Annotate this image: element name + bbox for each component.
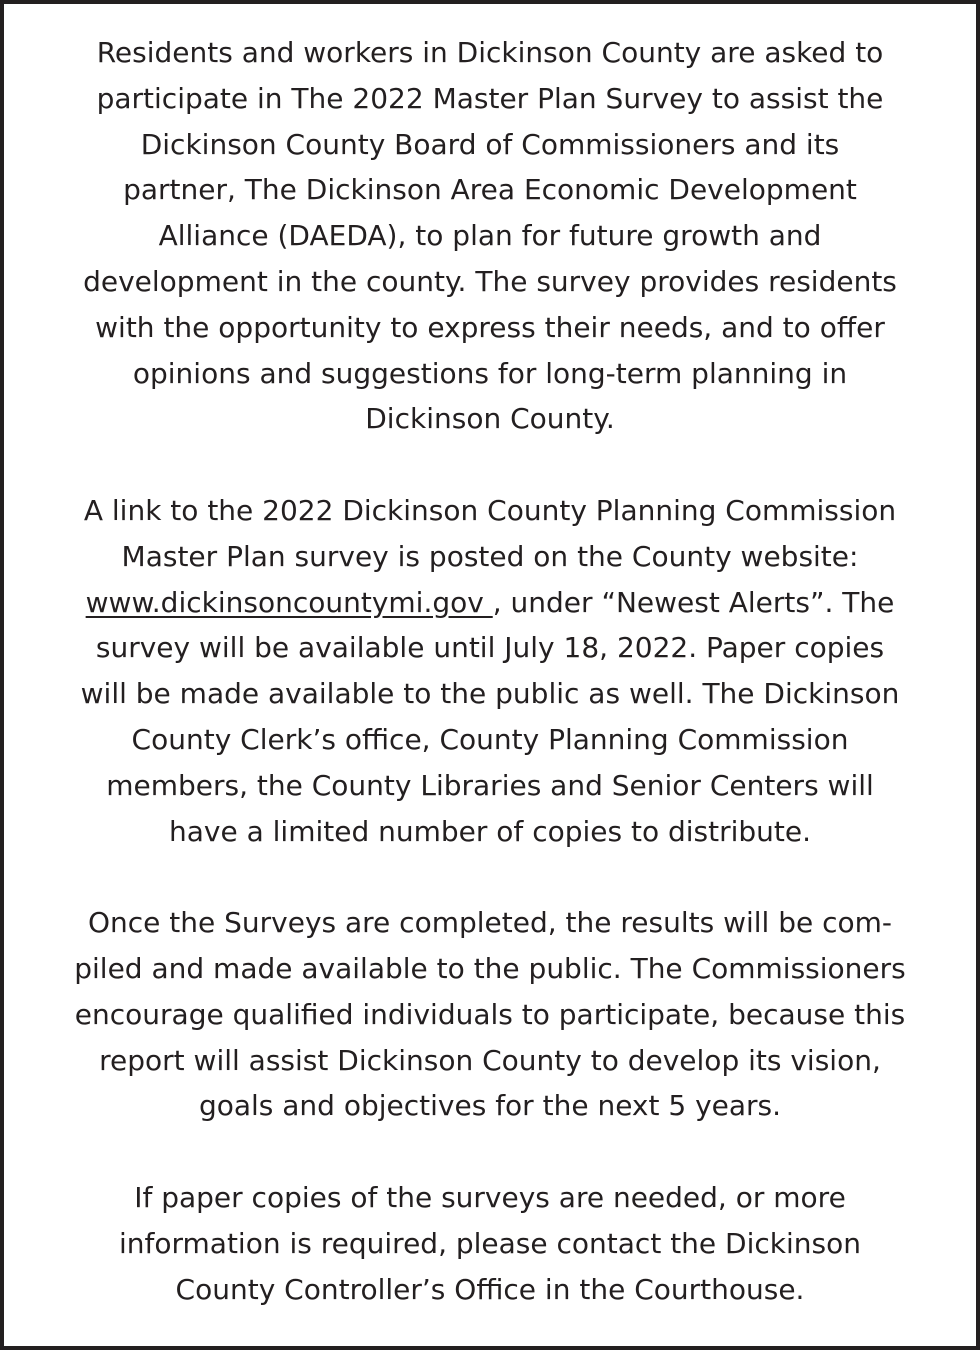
link-paragraph-line: County Clerk’s office, County Planning Commission <box>131 722 849 756</box>
link-paragraph-line: Master Plan survey is posted on the County website: <box>121 539 859 573</box>
results-line: goals and objectives for the next 5 years. <box>198 1089 782 1123</box>
link-paragraph-line: A link to the 2022 Dickinson County Planning Commission <box>83 493 897 527</box>
intro-line: Residents and workers in Dickinson County are asked to <box>96 36 884 69</box>
contact-paragraph <box>34 1175 946 1312</box>
link-paragraph-line: members, the County Libraries and Senior Centers will <box>106 768 874 802</box>
intro-line: development in the county. The survey provides residents <box>83 264 897 298</box>
results-paragraph <box>34 900 946 1129</box>
contact-line: County Controller’s Office in the Courthouse. <box>175 1272 805 1306</box>
intro-line: Dickinson County. <box>365 402 615 436</box>
link-paragraph-line <box>34 580 946 626</box>
intro-paragraph <box>34 30 946 442</box>
intro-line: with the opportunity to express their needs, and to offer <box>95 310 885 344</box>
link-paragraph-text: , under “Newest Alerts”. The <box>492 585 895 619</box>
link-paragraph-line: will be made available to the public as well. The Dickinson <box>80 677 900 711</box>
intro-line: opinions and suggestions for long-term planning in <box>132 356 848 390</box>
survey-link-paragraph <box>34 488 946 854</box>
intro-line: Dickinson County Board of Commissioners and its <box>140 127 840 161</box>
contact-line: information is required, please contact the Dickinson <box>118 1226 861 1260</box>
results-line: encourage qualified individuals to participate, because this <box>74 997 906 1031</box>
results-line: piled and made available to the public. The Commissioners <box>74 951 906 985</box>
intro-line: Alliance (DAEDA), to plan for future growth and <box>158 219 822 253</box>
intro-line: partner, The Dickinson Area Economic Development <box>123 173 857 207</box>
results-line: report will assist Dickinson County to develop its vision, <box>99 1043 881 1077</box>
link-paragraph-line: have a limited number of copies to distribute. <box>168 814 812 848</box>
county-website-link[interactable]: www.dickinsoncountymi.gov <box>85 585 493 619</box>
contact-line: If paper copies of the surveys are needed, or more <box>134 1180 846 1214</box>
intro-line: participate in The 2022 Master Plan Survey to assist the <box>96 81 884 115</box>
results-line: Once the Surveys are completed, the results will be com- <box>87 906 893 940</box>
link-paragraph-line: survey will be available until July 18, 2022. Paper copies <box>95 631 885 665</box>
